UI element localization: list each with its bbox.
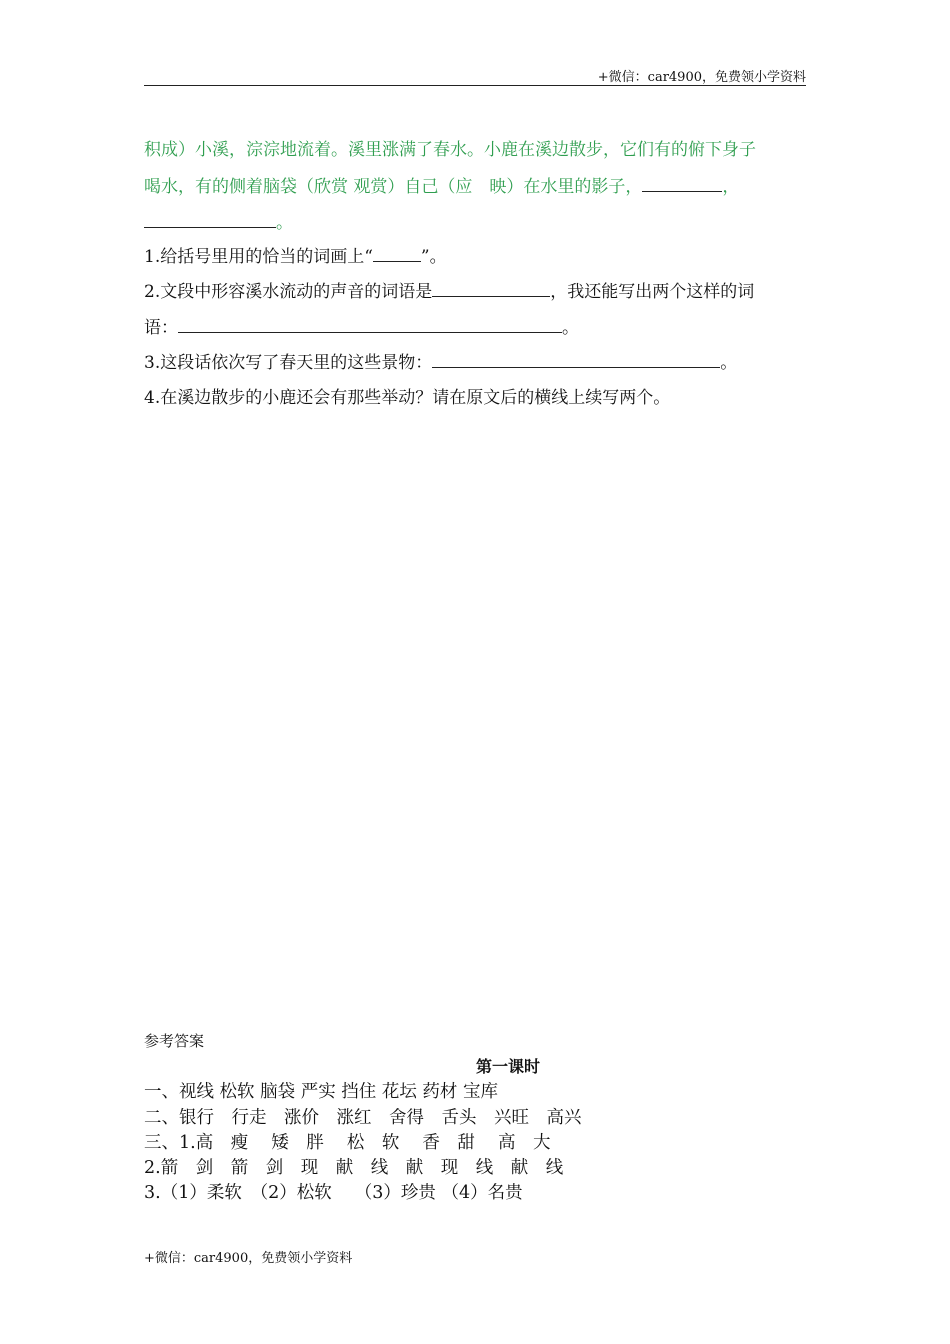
question-1-blank[interactable] (373, 245, 421, 262)
passage-line-3 (144, 208, 293, 233)
header-divider (144, 85, 806, 86)
passage-line-2 (144, 172, 739, 197)
footer-text: +微信：car4900，免费领小学资料 (144, 1251, 353, 1266)
blank-continuation-1[interactable] (642, 175, 722, 192)
question-3-text: 3.这段话依次写了春天里的这些景物： (144, 353, 433, 373)
question-2-text-3: 语： (144, 318, 178, 338)
question-2-end: 。 (562, 318, 579, 338)
passage-line-2-text: 喝水，有的侧着脑袋（欣赏 观赏）自己（应 映）在水里的影子， (144, 177, 643, 197)
question-1-end: ”。 (420, 247, 447, 267)
question-2-text-2: ，我还能写出两个这样的词 (550, 282, 755, 302)
question-1-text: 1.给括号里用的恰当的词画上“ (144, 247, 373, 267)
answer-line-2: 二、银行 行走 涨价 涨红 舍得 舌头 兴旺 高兴 (144, 1108, 582, 1128)
answer-line-3: 三、1.高 瘦 矮 胖 松 软 香 甜 高 大 (144, 1133, 551, 1153)
answer-line-1: 一、视线 松软 脑袋 严实 挡住 花坛 药材 宝库 (144, 1082, 498, 1102)
question-2-blank-1[interactable] (432, 280, 550, 297)
passage-line-2-end: ， (722, 177, 740, 197)
question-1 (144, 242, 447, 267)
question-2-blank-2[interactable] (178, 316, 562, 333)
passage-line-1: 积成）小溪，淙淙地流着。溪里涨满了春水。小鹿在溪边散步，它们有的俯下身子 (144, 140, 756, 160)
answers-heading: 第一课时 (476, 1057, 541, 1076)
question-2-cont (144, 313, 579, 338)
question-4: 4.在溪边散步的小鹿还会有那些举动？请在原文后的横线上续写两个。 (144, 388, 671, 408)
blank-continuation-2[interactable] (144, 211, 276, 228)
question-2 (144, 277, 754, 302)
answer-line-4: 2.箭 剑 箭 剑 现 献 线 献 现 线 献 线 (144, 1158, 564, 1178)
question-2-text: 2.文段中形容溪水流动的声音的词语是 (144, 282, 433, 302)
question-3-end: 。 (720, 353, 738, 373)
question-3 (144, 348, 737, 373)
header-text: +微信：car4900，免费领小学资料 (597, 70, 806, 85)
question-3-blank[interactable] (432, 351, 720, 368)
answer-line-5: 3.（1）柔软 （2）松软 （3）珍贵 （4）名贵 (144, 1183, 523, 1203)
answers-label: 参考答案 (144, 1032, 205, 1050)
passage-line-3-end: 。 (276, 213, 293, 233)
